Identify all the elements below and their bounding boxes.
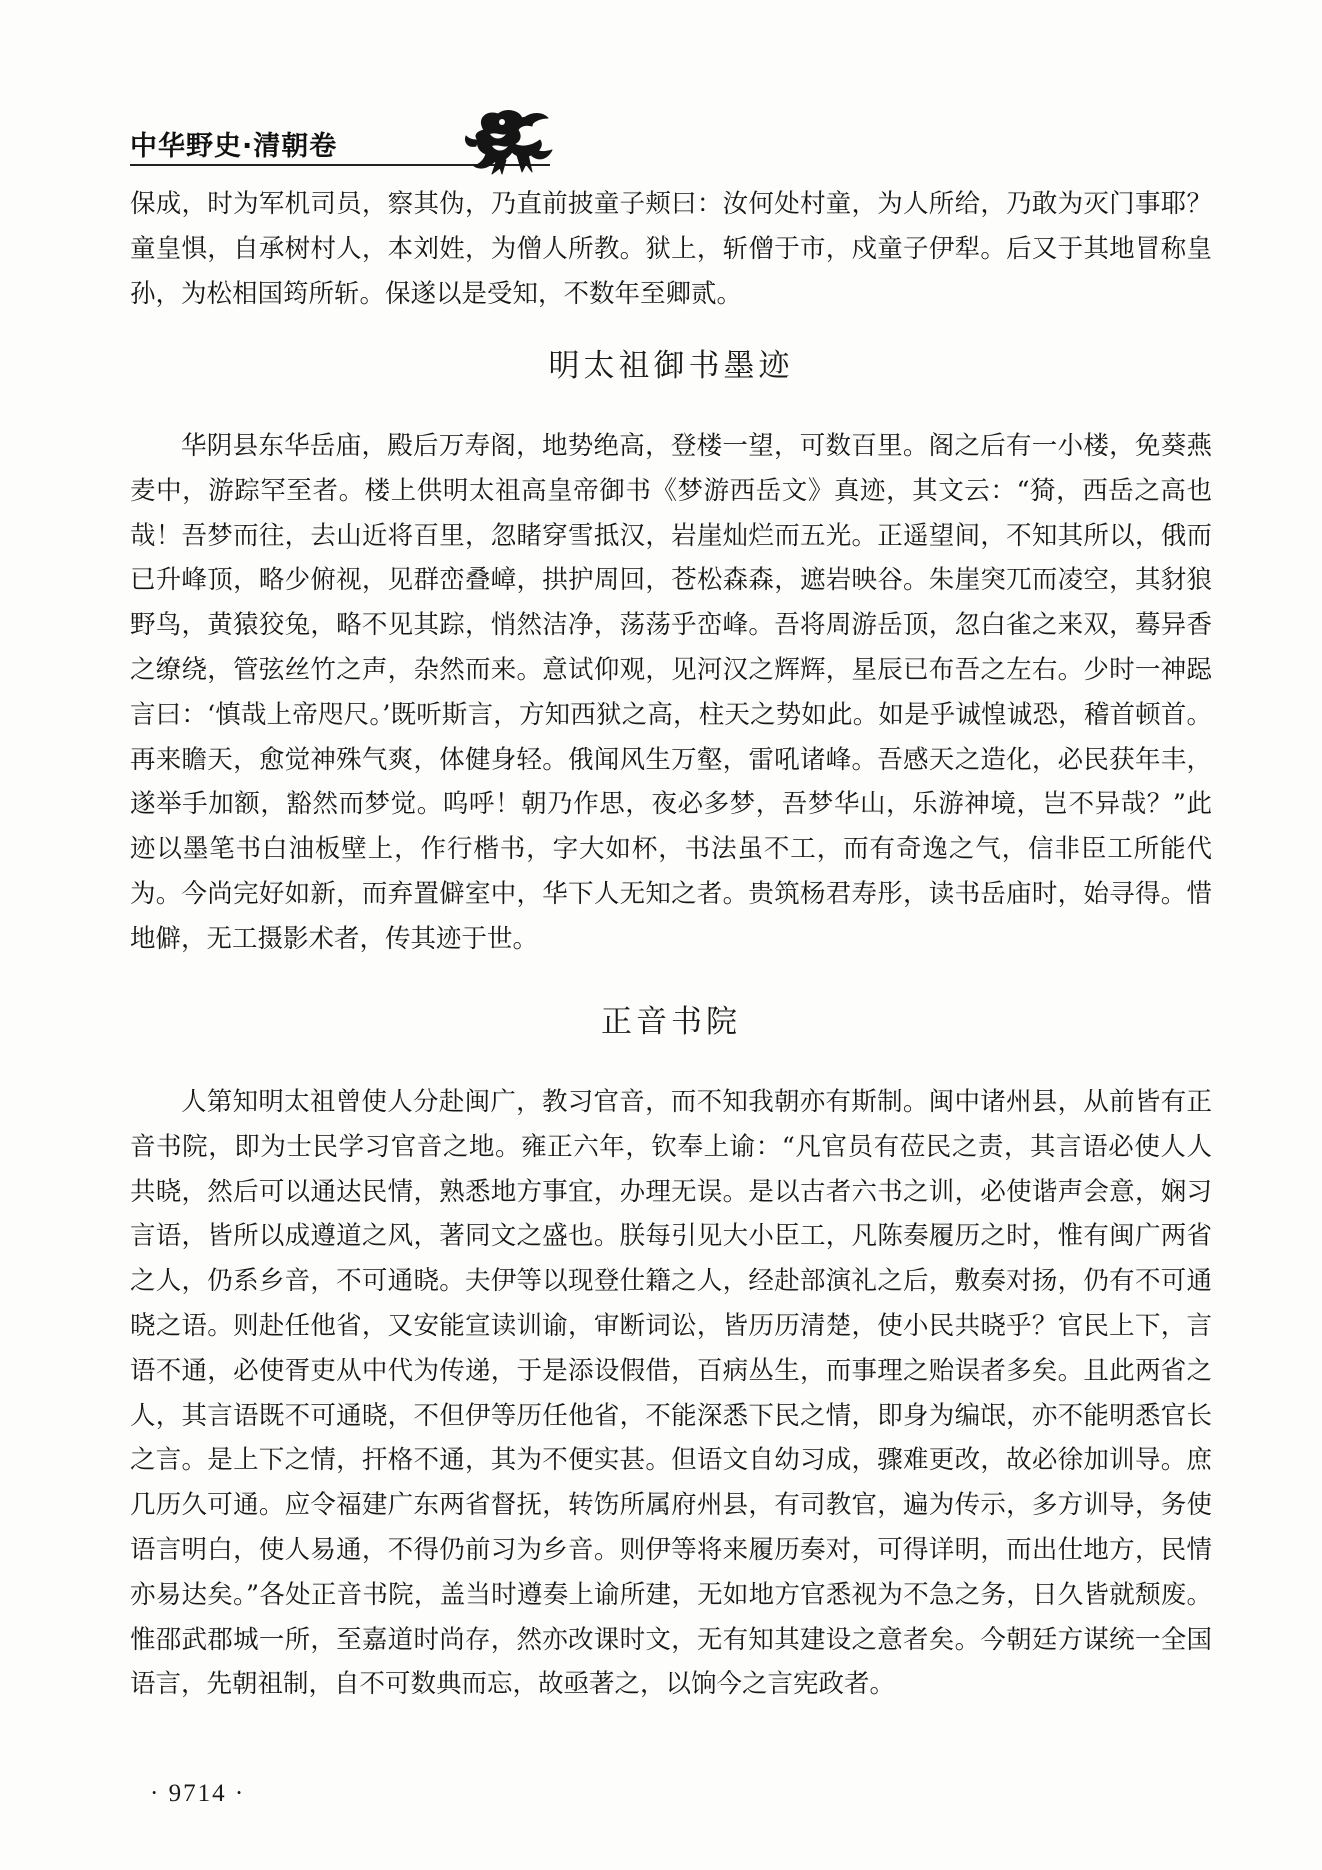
dragon-icon <box>462 106 554 176</box>
paragraph: 人第知明太祖曾使人分赴闽广，教习官音，而不知我朝亦有斯制。闽中诸州县，从前皆有正音书院，即为士民学习官音之地。雍正六年，钦奉上谕：“凡官员有莅民之责，其言语必使人人共晓，然后可以通达民情，熟悉地方事宜，办理无误。是以古者六书之训，必使谐声会意，娴习言语，皆所以成遵道之风，著同文之盛也。朕每引见大小臣工，凡陈奏履历之时，惟有闽广两省之人，仍系乡音，不可通晓。夫伊等以现登仕籍之人，经赴部演礼之后，敷奏对扬，仍有不可通晓之语。则赴任他省，又安能宣读训谕，审断词讼，皆历历清楚，使小民共晓乎？官民上下，言语不通，必使胥吏从中代为传递，于是添设假借，百病丛生，而事理之贻误者多矣。且此两省之人，其言语既不可通晓，不但伊等历任他省，不能深悉下民之情，即身为编氓，亦不能明悉官长之言。是上下之情，扞格不通，其为不便实甚。但语文自幼习成，骤难更改，故必徐加训导。庶几历久可通。应令福建广东两省督抚，转饬所属府州县，有司教官，遍为传示，多方训导，务使语言明白，使人易通，不得仍前习为乡音。则伊等将来履历奏对，可得详明，而出仕地方，民情亦易达矣。”各处正音书院，盖当时遵奏上谕所建，无如地方官悉视为不急之务，日久皆就颓废。惟邵武郡城一所，至嘉道时尚存，然亦改课时文，无有知其建设之意者矣。今朝廷方谋统一全国语言，先朝祖制，自不可数典而忘，故亟著之，以饷今之言宪政者。 <box>130 1087 1212 1700</box>
section-body <box>130 424 1212 962</box>
paragraph: 保成，时为军机司员，察其伪，乃直前披童子颊曰：汝何处村童，为人所给，乃敢为灭门事耶？童皇惧，自承树村人，本刘姓，为僧人所教。狱上，斩僧于市，戍童子伊犁。后又于其地冒称皇孙，为松相国筠所斩。保遂以是受知，不数年至卿贰。 <box>130 189 1212 309</box>
section-title: 明太祖御书墨迹 <box>548 348 794 384</box>
running-title: 中华野史·清朝卷 <box>130 131 338 162</box>
section-title: 正音书院 <box>601 1004 741 1040</box>
section-body <box>130 1080 1212 1707</box>
paragraph: 华阴县东华岳庙，殿后万寿阁，地势绝高，登楼一望，可数百里。阁之后有一小楼，免葵燕麦中，游踪罕至者。楼上供明太祖高皇帝御书《梦游西岳文》真迹，其文云：“猗，西岳之高也哉！吾梦而往，去山近将百里，忽睹穿雪抵汉，岩崖灿烂而五光。正遥望间，不知其所以，俄而已升峰顶，略少俯视，见群峦叠嶂，拱护周回，苍松森森，遮岩映谷。朱崖突兀而凌空，其豺狼野鸟，黄猿狡兔，略不见其踪，悄然洁净，荡荡乎峦峰。吾将周游岳顶，忽白雀之来双，蓦异香之缭绕，管弦丝竹之声，杂然而来。意试仰观，见河汉之辉辉，星辰已布吾之左右。少时一神跽言曰：‘慎哉上帝咫尺。’既听斯言，方知西狱之高，柱天之势如此。如是乎诚惶诚恐，稽首顿首。再来瞻天，愈觉神殊气爽，体健身轻。俄闻风生万壑，雷吼诸峰。吾感天之造化，必民获年丰，遂举手加额，豁然而梦觉。呜呼！朝乃作思，夜必多梦，吾梦华山，乐游神境，岂不异哉？”此迹以墨笔书白油板壁上，作行楷书，字大如杯，书法虽不工，而有奇逸之气，信非臣工所能代为。今尚完好如新，而弃置僻室中，华下人无知之者。贵筑杨君寿彤，读书岳庙时，始寻得。惜地僻，无工摄影术者，传其迹于世。 <box>130 431 1212 954</box>
page-number: · 9714 · <box>150 1780 246 1807</box>
continuation-text <box>130 182 1212 316</box>
